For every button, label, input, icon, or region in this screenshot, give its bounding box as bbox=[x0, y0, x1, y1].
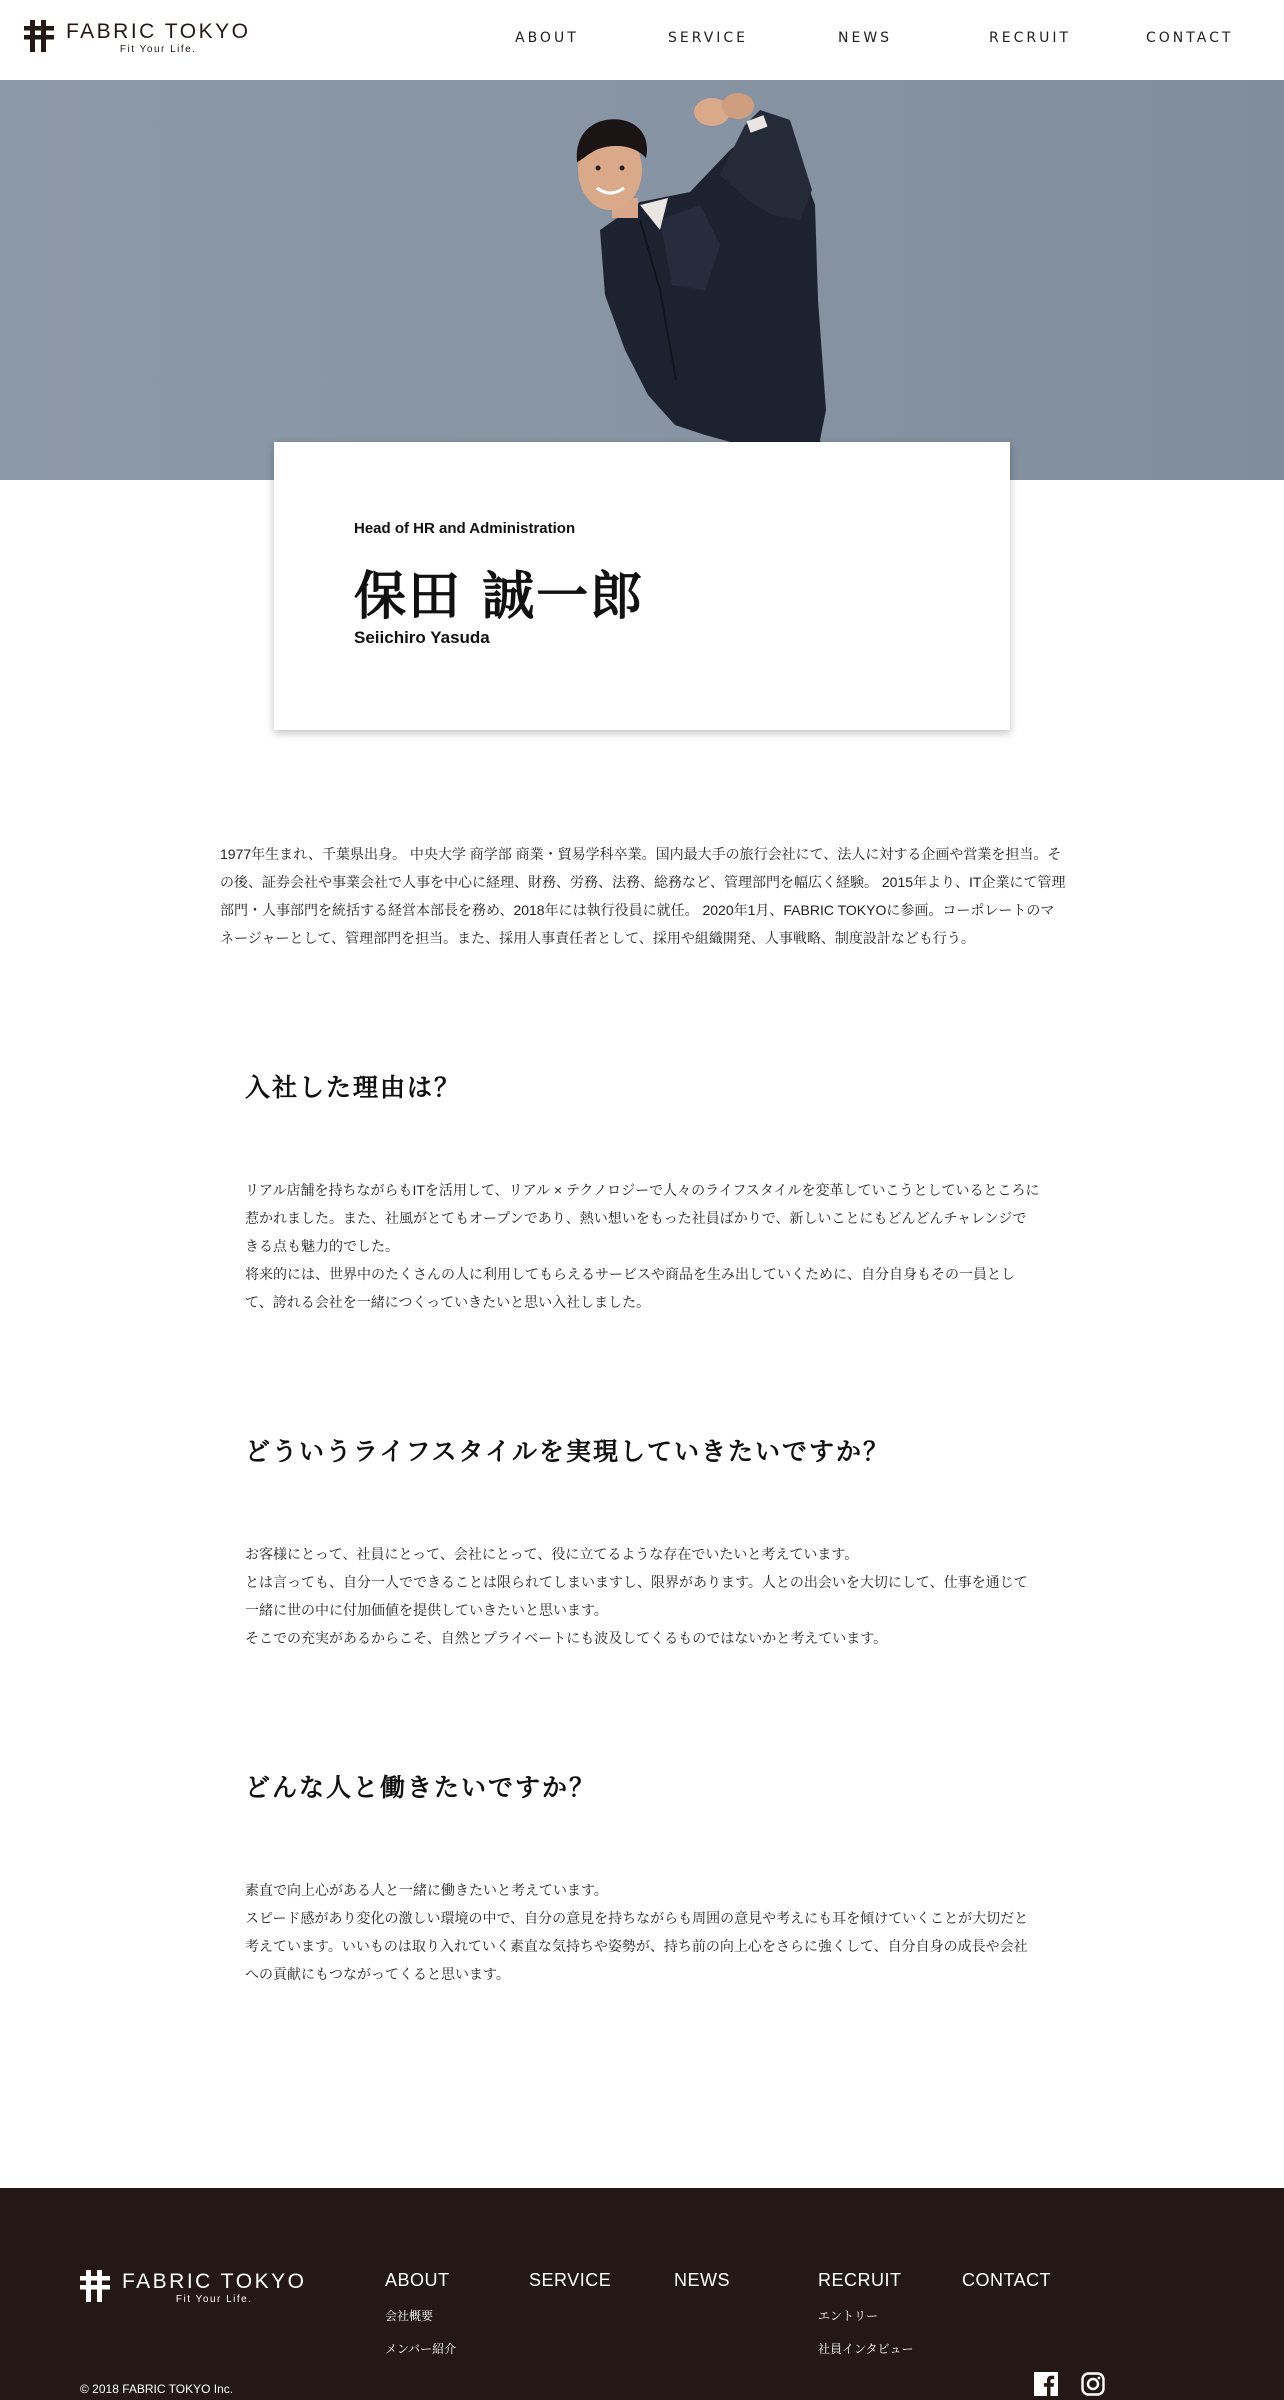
answer-1-paragraph: 将来的には、世界中のたくさんの人に利用してもらえるサービスや商品を生み出していくために、自分自身もその一員として、誇れる会社を一緒につくっていきたいと思い入社しました。 bbox=[245, 1266, 1015, 1310]
footer-link-contact[interactable]: CONTACT bbox=[962, 2270, 1052, 2290]
answer-2 bbox=[245, 1540, 1040, 1652]
footer-link-company[interactable]: 会社概要 bbox=[385, 2309, 434, 2323]
footer-col-service bbox=[529, 2270, 611, 2291]
profile-card bbox=[274, 442, 1010, 730]
profile-name-ja: 保田 誠一郎 bbox=[354, 567, 645, 627]
profile-role: Head of HR and Administration bbox=[354, 520, 576, 537]
nav-service[interactable]: SERVICE bbox=[668, 30, 749, 46]
answer-3-paragraph: 素直で向上心がある人と一緒に働きたいと考えています。 bbox=[245, 1882, 608, 1898]
answer-1 bbox=[245, 1176, 1040, 1316]
footer-brand-tagline: Fit Your Life. bbox=[175, 2294, 253, 2305]
footer-col-about bbox=[385, 2270, 456, 2357]
footer-link-entry[interactable]: エントリー bbox=[818, 2309, 879, 2323]
answer-2-paragraph: そこでの充実があるからこそ、自然とプライベートにも波及してくるものではないかと考えています。 bbox=[245, 1630, 888, 1646]
footer-link-members[interactable]: メンバー紹介 bbox=[385, 2342, 457, 2356]
brand-name: FABRIC TOKYO bbox=[66, 20, 251, 43]
hero-photo bbox=[0, 80, 1284, 480]
answer-2-paragraph: お客様にとって、社員にとって、会社にとって、役に立てるような存在でいたいと考えています。 bbox=[245, 1546, 859, 1562]
footer-brand-name: FABRIC TOKYO bbox=[122, 2270, 307, 2293]
question-2: どういうライフスタイルを実現していきたいですか？ bbox=[245, 1437, 891, 1466]
nav-news[interactable]: NEWS bbox=[838, 30, 893, 46]
profile-bio: 1977年生まれ、千葉県出身。 中央大学 商学部 商業・貿易学科卒業。国内最大手の旅行会社にて、法人に対する企画や営業を担当。その後、証券会社や事業会社で人事を中心に経理、財務、労務、法務、総務など、管理部門を幅広く経験。 2015年より、IT企業にて管理部門・人事部門を統括する経営本部長を務め、2018年には執行役員に就任。 2020年1月、FABRIC TOKYOに参画。コーポレートのマネージャーとして、管理部門を担当。また、採用人事責任者として、採用や組織開発、人事戦略、制度設計なども行う。 bbox=[220, 846, 1066, 946]
profile-name-en: Seiichiro Yasuda bbox=[354, 628, 490, 647]
answer-1-paragraph: リアル店舗を持ちながらもITを活用して、リアル × テクノロジーで人々のライフスタイルを変革していこうとしているところに惹かれました。また、社風がとてもオープンであり、熱い想いをもった社員ばかりで、新しいことにもどんどんチャレンジできる点も魅力的でした。 bbox=[245, 1182, 1040, 1254]
facebook-icon[interactable] bbox=[1034, 2372, 1058, 2396]
answer-3 bbox=[245, 1876, 1040, 1988]
answer-3-paragraph: スピード感があり変化の激しい環境の中で、自分の意見を持ちながらも周囲の意見や考えにも耳を傾けていくことが大切だと考えています。いいものは取り入れていく素直な気持ちや姿勢が、持ち前の向上心をさらに強くして、自分自身の成長や会社への貢献にもつながってくると思います。 bbox=[245, 1910, 1029, 1982]
nav-about[interactable]: ABOUT bbox=[515, 30, 579, 46]
footer-col-news bbox=[674, 2270, 730, 2291]
answer-2-paragraph: とは言っても、自分一人でできることは限られてしまいますし、限界があります。人との出会いを大切にして、仕事を通じて一緒に世の中に付加価値を提供していきたいと思います。 bbox=[245, 1574, 1028, 1618]
footer-link-service[interactable]: SERVICE bbox=[529, 2270, 612, 2290]
footer-col-contact bbox=[962, 2270, 1051, 2291]
instagram-icon[interactable] bbox=[1081, 2372, 1105, 2396]
footer-link-recruit[interactable]: RECRUIT bbox=[818, 2270, 902, 2290]
copyright: © 2018 FABRIC TOKYO Inc. bbox=[80, 2382, 234, 2396]
footer-col-recruit bbox=[818, 2270, 914, 2357]
footer-link-news[interactable]: NEWS bbox=[674, 2270, 730, 2290]
footer-brand-logo[interactable] bbox=[80, 2270, 306, 2306]
site-header bbox=[0, 0, 1284, 80]
fabric-tokyo-logo-icon bbox=[80, 2270, 110, 2302]
main-nav bbox=[0, 30, 1284, 50]
question-3: どんな人と働きたいですか？ bbox=[245, 1773, 597, 1802]
nav-contact[interactable]: CONTACT bbox=[1146, 30, 1234, 46]
nav-recruit[interactable]: RECRUIT bbox=[989, 30, 1072, 46]
question-1: 入社した理由は？ bbox=[245, 1073, 462, 1102]
site-footer bbox=[0, 2188, 1284, 2400]
footer-link-interview[interactable]: 社員インタビュー bbox=[818, 2342, 914, 2356]
brand-tagline: Fit Your Life. bbox=[119, 44, 197, 55]
person-illustration bbox=[0, 80, 1284, 480]
footer-link-about[interactable]: ABOUT bbox=[385, 2270, 450, 2290]
